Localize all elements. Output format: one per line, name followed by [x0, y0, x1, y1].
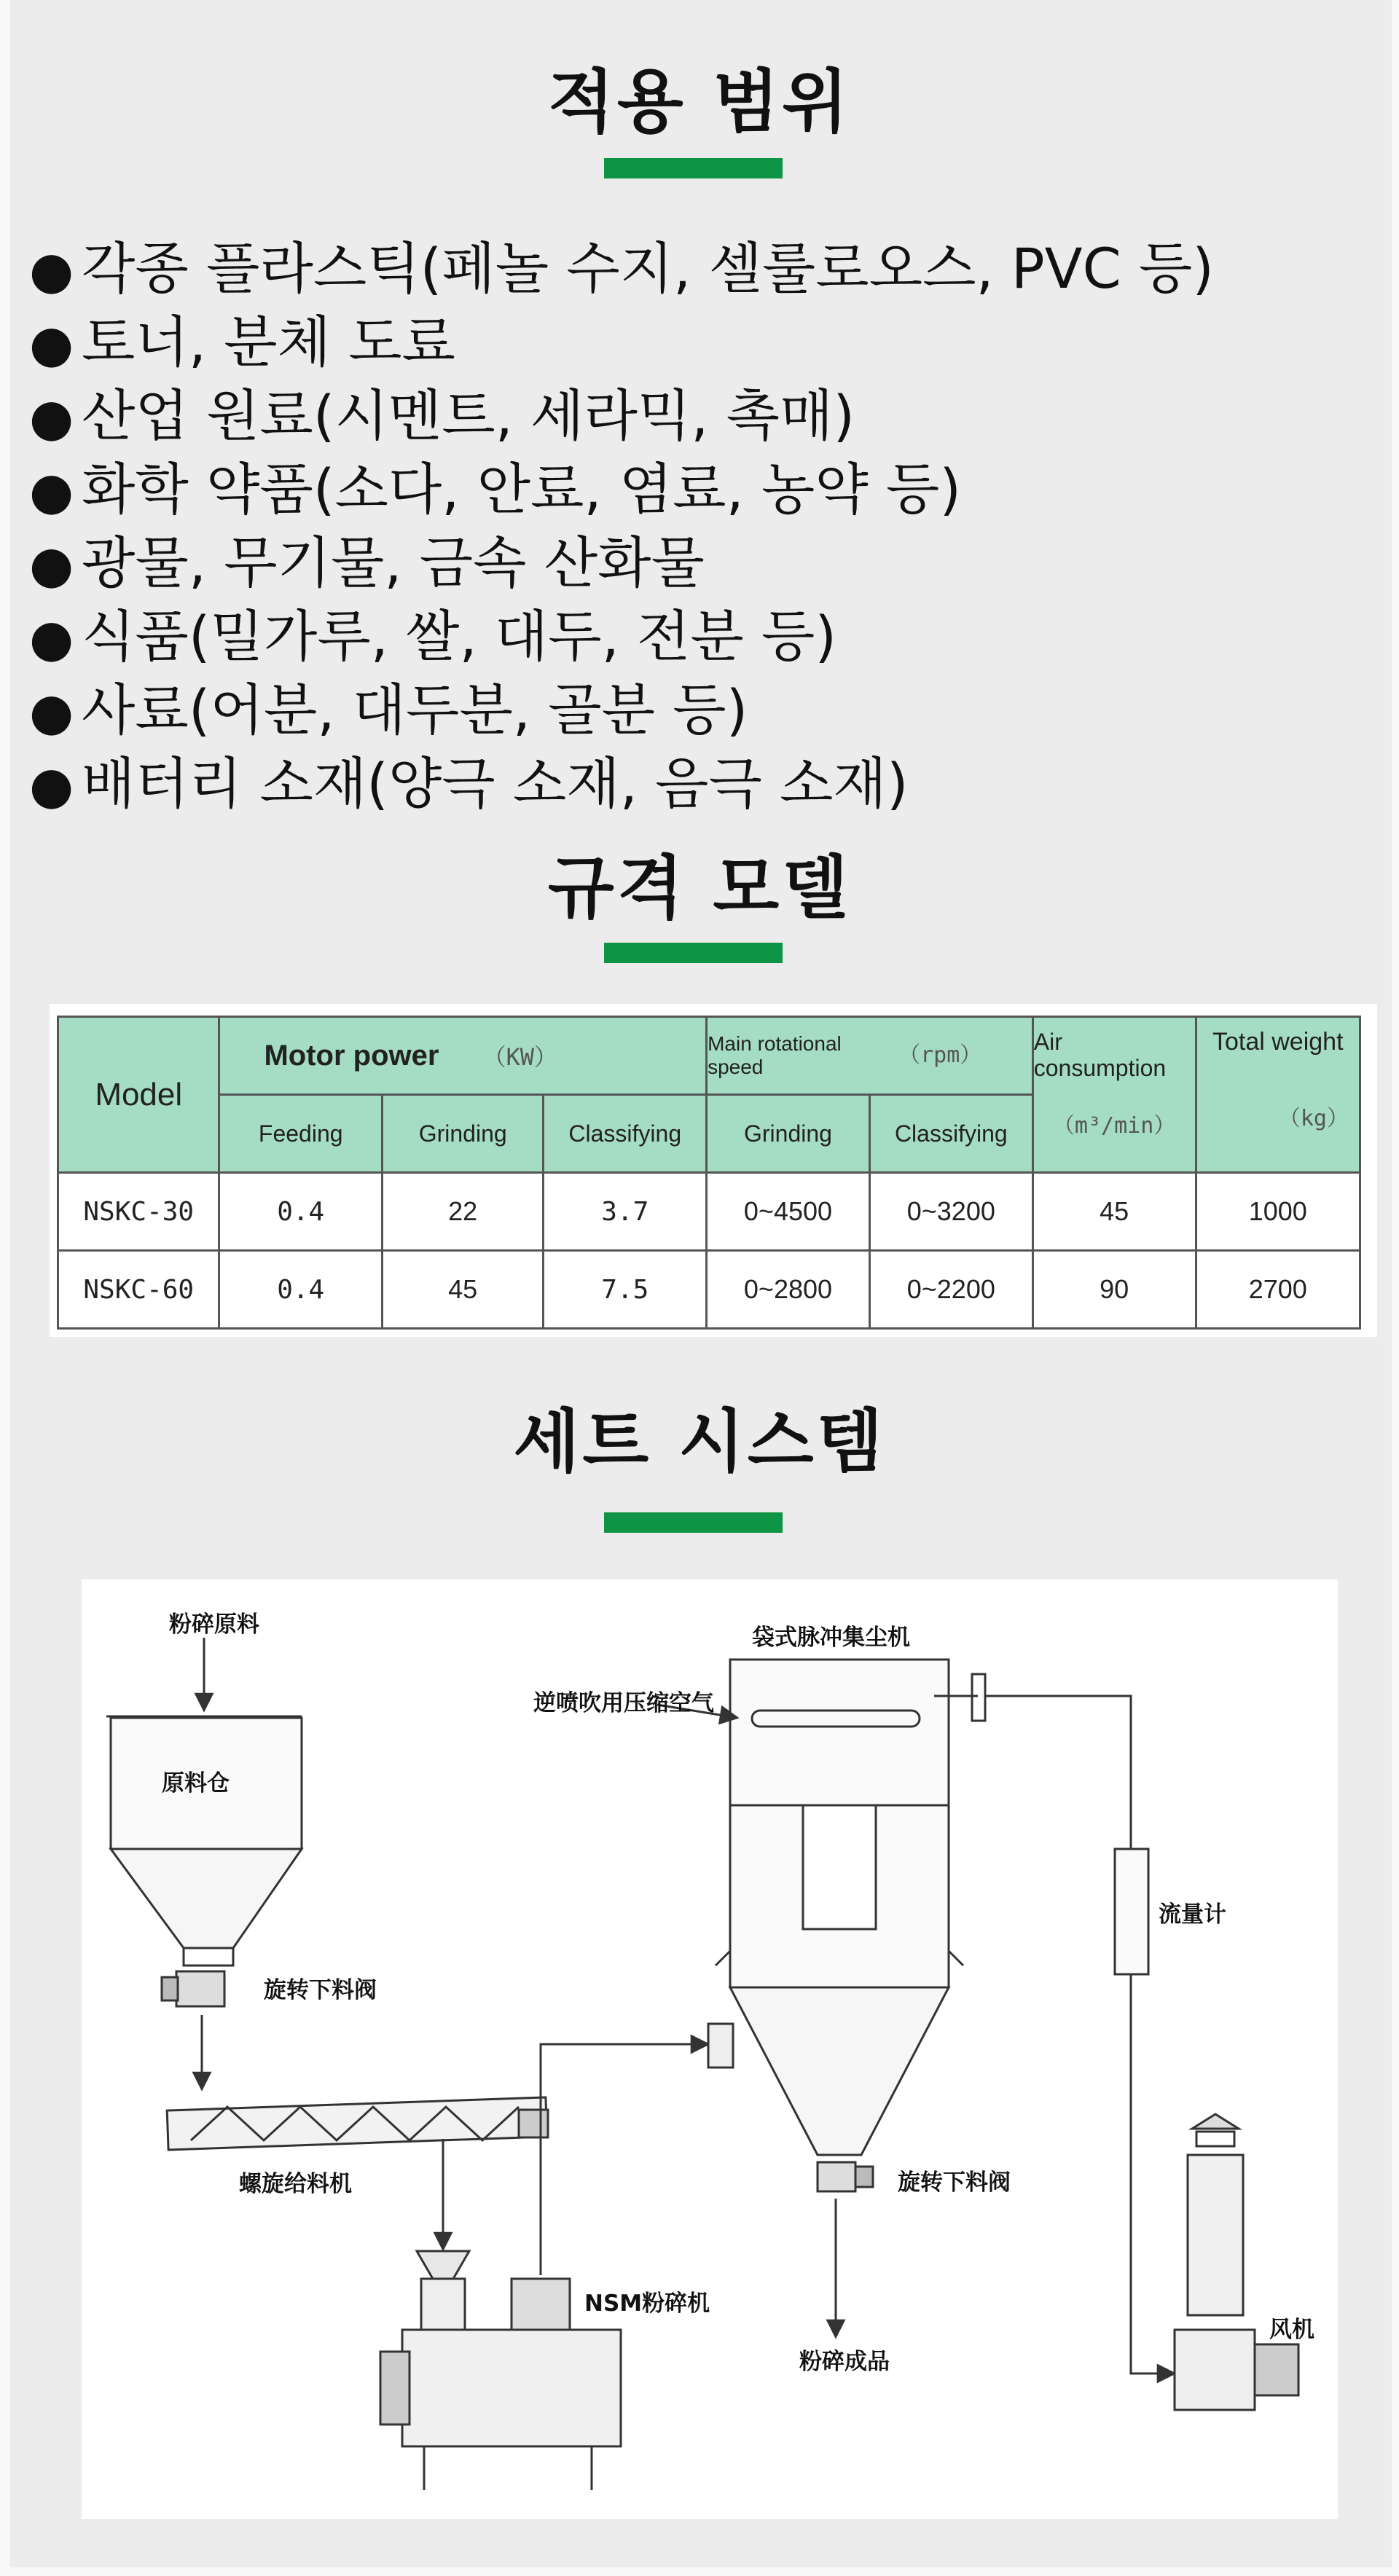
- label-mill: NSM粉碎机: [584, 2290, 710, 2317]
- list-item: [29, 526, 1214, 600]
- feeding-header: Feeding: [219, 1095, 382, 1173]
- title-underline: [604, 943, 783, 963]
- list-item: [29, 232, 1214, 305]
- speed-header: [707, 1017, 1033, 1095]
- air-unit: （m³/min）: [1052, 1112, 1176, 1139]
- application-title: 적용 범위: [548, 63, 851, 142]
- cell-classifying: 3.7: [544, 1173, 707, 1251]
- cell-grinding: 22: [382, 1173, 544, 1251]
- grinding-header: Grinding: [382, 1095, 544, 1173]
- dust-collector-icon: [708, 1660, 985, 2155]
- cell-feeding: 0.4: [219, 1251, 382, 1329]
- list-item-text: 배터리 소재(양극 소재, 음극 소재): [82, 751, 909, 816]
- weight-header: [1196, 1017, 1360, 1173]
- weight-unit: （kg）: [1278, 1106, 1349, 1131]
- bullet-icon: ●: [29, 388, 74, 447]
- bullet-icon: ●: [29, 461, 74, 521]
- cell-model: NSKC-30: [58, 1173, 219, 1251]
- cell-air: 90: [1032, 1251, 1196, 1329]
- mill-icon: [380, 2251, 621, 2490]
- list-item: [29, 379, 1214, 452]
- table-row: [58, 1173, 1360, 1251]
- cell-weight: 1000: [1196, 1173, 1360, 1251]
- speed-label: Main rotational speed: [708, 1032, 842, 1078]
- spec-table: [57, 1016, 1361, 1330]
- label-raw-material: 粉碎原料: [169, 1611, 259, 1638]
- weight-label: Total weight: [1212, 1028, 1344, 1056]
- list-item-text: 산업 원료(시멘트, 세라믹, 촉매): [82, 383, 855, 448]
- title-underline: [604, 158, 783, 178]
- cell-speed-grinding: 0~4500: [707, 1173, 870, 1251]
- air-label: Air consumption: [1033, 1028, 1167, 1081]
- label-fan: 风机: [1269, 2317, 1314, 2343]
- cell-speed-classifying: 0~3200: [869, 1173, 1032, 1251]
- list-item: [29, 600, 1214, 673]
- rotary-valve-icon: [162, 1971, 224, 2006]
- list-item-text: 광물, 무기물, 금속 산화물: [82, 530, 705, 595]
- outlet-line: [985, 1696, 1131, 1849]
- list-item-text: 사료(어분, 대두분, 골분 등): [82, 678, 748, 742]
- motor-power-unit: （KW）: [482, 1043, 558, 1071]
- screw-feeder-icon: [167, 2097, 548, 2150]
- cell-grinding: 45: [382, 1251, 544, 1329]
- model-header: Model: [58, 1017, 219, 1173]
- rotary-valve-icon: [818, 2162, 873, 2191]
- list-item: [29, 305, 1214, 379]
- list-item-text: 화학 약품(소다, 안료, 염료, 농약 등): [82, 457, 961, 522]
- model-title: 규격 모델: [548, 849, 851, 928]
- label-flow-meter: 流量计: [1159, 1901, 1226, 1928]
- fan-icon: [1175, 2114, 1298, 2410]
- list-item-text: 식품(밀가루, 쌀, 대두, 전분 등): [82, 604, 836, 669]
- list-item: [29, 452, 1214, 526]
- label-dust-collector: 袋式脉冲集尘机: [752, 1625, 910, 1651]
- spec-table-panel: [50, 1004, 1377, 1337]
- cell-weight: 2700: [1196, 1251, 1360, 1329]
- speed-grinding-header: Grinding: [707, 1095, 870, 1173]
- system-title: 세트 시스템: [513, 1402, 886, 1482]
- to-fan-line: [1131, 1974, 1175, 2373]
- flow-meter-icon: [1115, 1849, 1148, 1974]
- bullet-icon: ●: [29, 755, 74, 815]
- label-raw-bin: 原料仓: [162, 1770, 230, 1796]
- application-list: [29, 232, 1214, 820]
- list-item: [29, 747, 1214, 820]
- bullet-icon: ●: [29, 608, 74, 668]
- speed-unit: （rpm）: [898, 1042, 982, 1068]
- bullet-icon: ●: [29, 535, 74, 594]
- system-diagram: [82, 1579, 1338, 2519]
- cell-feeding: 0.4: [219, 1173, 382, 1251]
- cell-air: 45: [1032, 1173, 1196, 1251]
- bullet-icon: ●: [29, 682, 74, 742]
- list-item-text: 토너, 분체 도료: [82, 310, 455, 374]
- bullet-icon: ●: [29, 314, 74, 374]
- table-row: [58, 1251, 1360, 1329]
- air-header: [1032, 1017, 1196, 1173]
- speed-classifying-header: Classifying: [869, 1095, 1032, 1173]
- title-underline: [604, 1512, 783, 1533]
- label-rotary-valve-2: 旋转下料阀: [898, 2169, 1011, 2196]
- bullet-icon: ●: [29, 240, 74, 300]
- cell-speed-grinding: 0~2800: [707, 1251, 870, 1329]
- cell-model: NSKC-60: [58, 1251, 219, 1329]
- list-item: [29, 673, 1214, 747]
- label-reverse-air: 逆喷吹用压缩空气: [533, 1690, 714, 1716]
- right-border: [1392, 0, 1399, 2576]
- left-border: [0, 0, 10, 2576]
- label-product: 粉碎成品: [799, 2349, 890, 2375]
- label-rotary-valve-1: 旋转下料阀: [264, 1977, 377, 2003]
- raw-bin-icon: [106, 1716, 302, 1966]
- list-item-text: 각종 플라스틱(페놀 수지, 셀룰로오스, PVC 등): [82, 236, 1214, 301]
- motor-power-label: Motor power: [264, 1040, 439, 1072]
- cell-classifying: 7.5: [544, 1251, 707, 1329]
- cell-speed-classifying: 0~2200: [869, 1251, 1032, 1329]
- system-diagram-svg: [82, 1579, 1338, 2519]
- bottom-border: [0, 2567, 1399, 2576]
- mill-to-collector-line: [541, 2044, 708, 2275]
- label-screw-feeder: 螺旋给料机: [239, 2171, 352, 2197]
- motor-power-header: [219, 1017, 707, 1095]
- classifying-header: Classifying: [544, 1095, 707, 1173]
